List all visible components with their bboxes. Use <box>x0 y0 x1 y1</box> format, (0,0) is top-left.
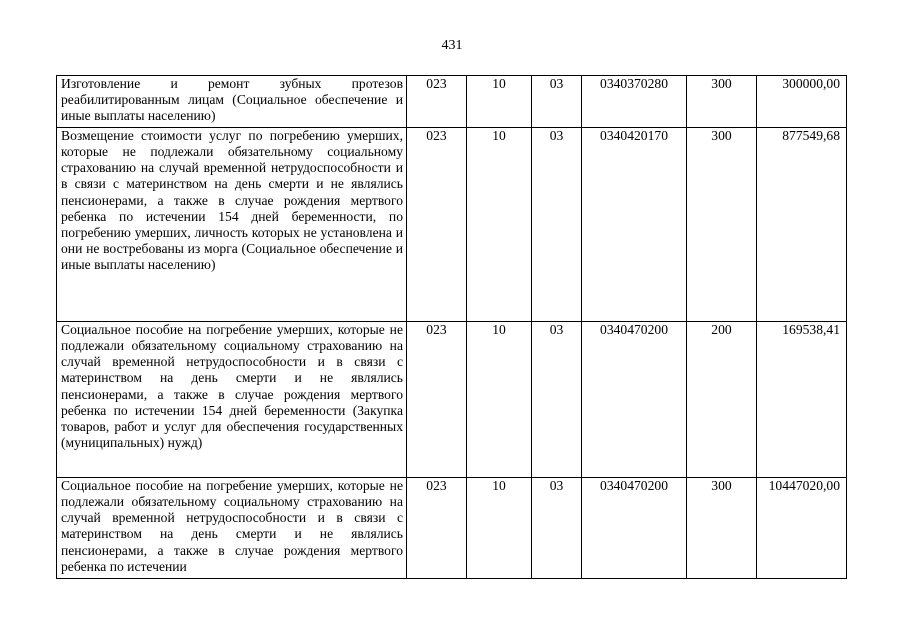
target-article-code: 0340420170 <box>582 128 687 322</box>
ministry-code: 023 <box>407 322 467 478</box>
amount: 300000,00 <box>757 76 847 128</box>
section-code: 10 <box>467 322 532 478</box>
subsection-code: 03 <box>532 128 582 322</box>
subsection-code: 03 <box>532 478 582 579</box>
section-code: 10 <box>467 478 532 579</box>
amount: 877549,68 <box>757 128 847 322</box>
page-number: 431 <box>441 38 463 53</box>
section-code: 10 <box>467 128 532 322</box>
target-article-code: 0340470200 <box>582 478 687 579</box>
amount: 169538,41 <box>757 322 847 478</box>
row-description: Социальное пособие на погребение умерших, которые не подлежали обязательному социальному страхованию на случай временной нетрудоспособности и в связи с материнством на день смерти и не являлись пенсионерами, а также в случае рождения мертвого ребенка по истечении 154 дней беременности (Закупка товаров, работ и услуг для обеспечения государственных (муниципальных) нужд) <box>57 322 407 478</box>
expense-type-code: 300 <box>687 76 757 128</box>
table-row <box>57 322 847 478</box>
expense-type-code: 200 <box>687 322 757 478</box>
ministry-code: 023 <box>407 478 467 579</box>
ministry-code: 023 <box>407 128 467 322</box>
row-description: Социальное пособие на погребение умерших, которые не подлежали обязательному социальному страхованию на случай временной нетрудоспособности и в связи с материнством на день смерти и не являлись пенсионерами, а также в случае рождения мертвого ребенка по истечении <box>57 478 407 579</box>
row-description: Возмещение стоимости услуг по погребению умерших, которые не подлежали обязательному социальному страхованию на случай временной нетрудоспособности и в связи с материнством на день смерти и не являлись пенсионерами, а также в случае рождения мертвого ребенка по истечении 154 дней беременности, по погребению умерших, личность которых не установлена и они не востребованы из морга (Социальное обеспечение и иные выплаты населению) <box>57 128 407 322</box>
budget-table <box>56 75 847 579</box>
section-code: 10 <box>467 76 532 128</box>
subsection-code: 03 <box>532 76 582 128</box>
target-article-code: 0340470200 <box>582 322 687 478</box>
table-row <box>57 128 847 322</box>
row-description: Изготовление и ремонт зубных протезов реабилитированным лицам (Социальное обеспечение и иные выплаты населению) <box>57 76 407 128</box>
table-row <box>57 76 847 128</box>
target-article-code: 0340370280 <box>582 76 687 128</box>
ministry-code: 023 <box>407 76 467 128</box>
table-row <box>57 478 847 579</box>
subsection-code: 03 <box>532 322 582 478</box>
expense-type-code: 300 <box>687 478 757 579</box>
amount: 10447020,00 <box>757 478 847 579</box>
expense-type-code: 300 <box>687 128 757 322</box>
